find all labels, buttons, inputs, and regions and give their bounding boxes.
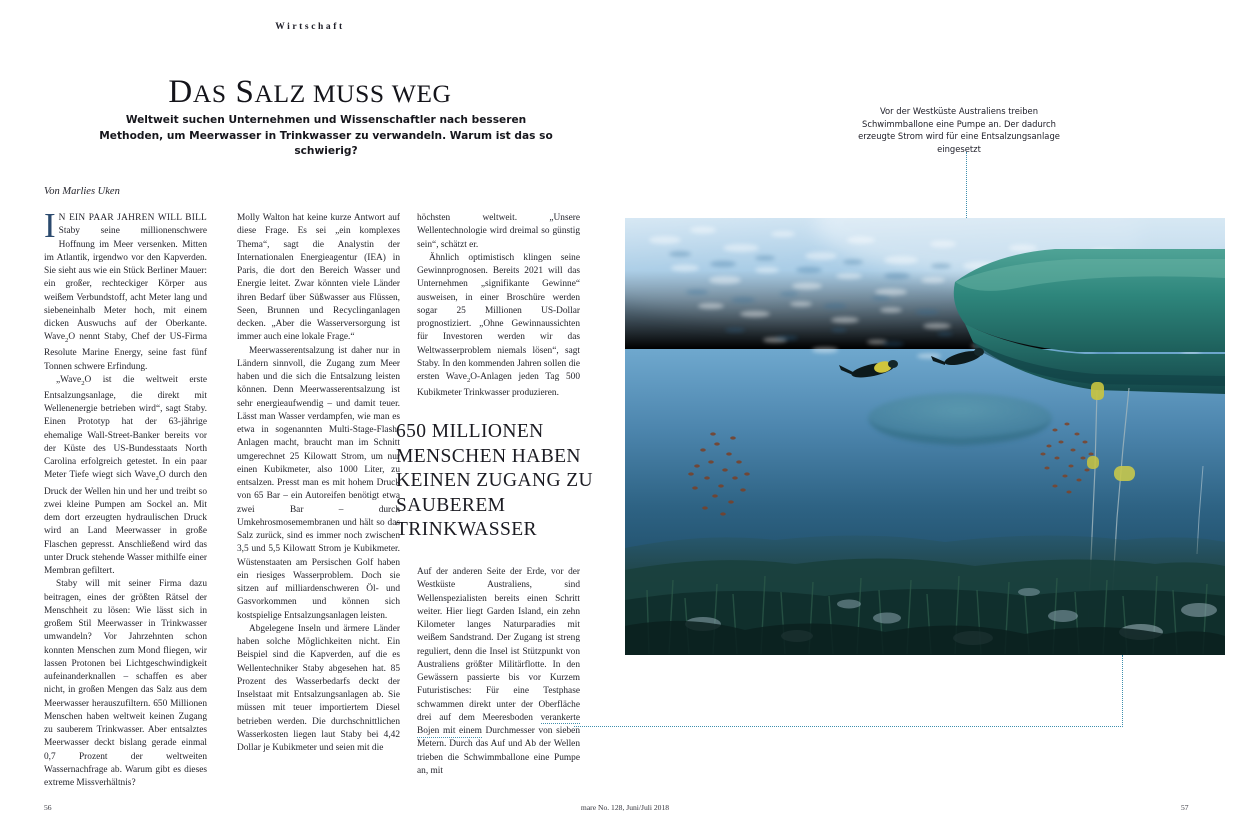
body-column-3-lower [417,566,580,778]
paragraph-text-b: Durchmesser von sieben Metern. Durch das Auf und Ab der Wellen trieben die Schwimmballone eine Pumpe an, mit [417,726,580,776]
body-column-1 [44,206,207,790]
article-photo [625,218,1225,655]
page-number-right: 57 [1181,803,1189,812]
paragraph [44,206,207,374]
paragraph: „Wave$_2$O ist die weltweit erste Entsalzungsanlage, die direkt mit Wellenenergie betrieben wird“, sagt Staby. Einen Prototyp hat der 63-jährige ehemalige Wall-Street-Banker bereits vor der Küste des US-Bundesstaats North Carolina erfolgreich getestet. In ein paar Meter Tiefe wiegt sich Wave$_2$O durch den Druck der Wellen hin und her und treibt so zwei kleine Pumpen am Sockel an. Mit dem dort erzeugten hydraulischen Druck wird an Land Meerwasser in große Flaschen gepresst. Anschließend wird das unter Druck stehende Wasser mithilfe einer Membran gefiltert. [44,374,207,577]
headline-part-6: WEG [391,79,452,108]
body-column-3-upper [417,212,580,400]
pull-quote: 650 MILLIONEN MENSCHEN HABEN KEINEN ZUGANG ZU SAUBEREM TRINKWASSER [396,421,594,540]
headline-part-4: ALZ [254,79,306,108]
lead-smallcaps: N EIN PAAR JAHREN WILL BILL [58,213,207,223]
headline-part-1: D [168,74,193,110]
photo-caption: Vor der Westküste Australiens treiben Schwimmballone eine Pumpe an. Der dadurch erzeugte Strom wird für eine Entsalzungsanlage eingesetzt [858,106,1060,154]
imprint-line: mare No. 128, Juni/Juli 2018 [580,803,670,812]
page-number-left: 56 [44,803,52,812]
cable-fitting [1091,382,1104,400]
paragraph: Abgelegene Inseln und ärmere Länder haben solche Möglichkeiten nicht. Ein Beispiel sind die Kapverden, auf die es Wellentechniker Staby abgesehen hat. 85 Prozent des Wasserbedarfs deckt der Inselstaat mit Entsalzungsanlagen ab. Sie müssen mit teuer importiertem Diesel betrieben werden. Die durchschnittlichen Wasserkosten liegen laut Staby bei 4,42 Dollar je Kubikmeter und seien mit die [237,623,400,753]
paragraph: Ähnlich optimistisch klingen seine Gewinnprognosen. Bereits 2021 will das Unternehmen „signifikante Gewinne“ ausweisen, in einer Broschüre werden sogar 25 Millionen US-Dollar prognostiziert. „Ohne Gewinnaussichten für Investoren werden wir das Weltwasserproblem niemals lösen“, sagt Staby. In den kommenden Jahren sollen die ersten Wave$_2$O-Anlagen jeden Tag 500 Kubikmeter Trinkwasser produzieren. [417,252,581,399]
paragraph [417,566,580,778]
cable-float [1114,466,1135,481]
paragraph: höchsten weltweit. „Unsere Wellentechnologie wird dreimal so günstig sein“, schätzt er. [417,213,580,250]
drop-cap: I [44,206,56,245]
article-deck: Weltweit suchen Unternehmen und Wissenschaftler nach besseren Methoden, um Meerwasser in Trinkwasser zu verwandeln. Warum ist das so schwierig? [99,114,553,158]
annotation-leader-line-horizontal [574,726,1123,727]
underwater-scene-illustration [625,218,1225,655]
paragraph-text-a: Auf der anderen Seite der Erde, vor der Westküste Australiens, sind Wellenspezialisten bereits einen Schritt weiter. Hier liegt Garden Island, ein zehn Kilometer langes Naturparadies mit weißem Sandstrand. Der Zugang ist streng reguliert, denn die Insel ist Stützpunkt von Australiens größter Militärflotte. In den Gewässern passierte bis vor Kurzem Futuristisches: Für eine Testphase schwammen direkt unter der Oberfläche drei auf dem Meeresboden [417,567,580,723]
caption-leader-line-vertical [966,152,967,218]
section-kicker: Wirtschaft [275,22,345,32]
paragraph: Molly Walton hat keine kurze Antwort auf diese Frage. Es sei „ein komplexes Thema“, sagt die Analystin der Internationalen Energieagentur (IEA) in Paris, die dort den Bereich Wasser und Energie leitet. Zwar könnten viele Länder ihren Bedarf über Süßwasser aus Flüssen, Seen, Brunnen und Recyclinganlagen decken. „Aber die Wasserversorgung ist immer auch eine lokale Frage.“ [237,213,400,343]
headline-part-3: S [235,74,255,110]
headline-part-5: MUSS [312,79,385,108]
headline-part-2: AS [192,79,227,108]
annotated-phrase: verankerte Bojen mit einem [417,712,580,736]
body-column-2 [237,212,400,755]
byline: Von Marlies Uken [44,186,120,197]
paragraph: Meerwasserentsalzung ist daher nur in Ländern sinnvoll, die Zugang zum Meer haben und die sich die Entsalzung leisten können. Denn Meerwasserentsalzung ist sehr energieaufwendig – und damit teuer. Lässt man Wasser verdampfen, wie man es etwa in sogenannten Multi-Stage-Flash-Anlagen macht, braucht man im Schnitt umgerechnet 25 Kilowatt Strom, um nur einen Kubikmeter, also 1000 Liter, zu entsalzen. Presst man es mit hohem Druck von 65 Bar – ein Autoreifen benötigt etwa zwei Bar – durch Umkehrosmosemembranen und hält so das Salz zurück, sind es immer noch zwischen 3,5 und 5,5 Kilowatt Strom je Kubikmeter. Wüstenstaaten am Persischen Golf haben ein riesiges Wasserproblem. Doch sie sitzen auf milliardenschweren Öl- und Gasvorkommen und können sich kostspielige Entsalzungsanlagen leisten. [237,345,400,621]
paragraph-text: Staby seine millionenschwere Hoffnung im Meer versenken. Mitten im Atlantik, irgendwo vor den Kapverden. Sie sieht aus wie ein Stück Berliner Mauer: ein großer, rechteckiger Körper aus weißem Verbundstoff, acht Meter lang und siebeneinhalb Meter hoch, mit einem dicken Auswuchs auf der Oberkante. Wave$_2$O nennt Staby, Chef der US-Firma Resolute Marine Energy, seine fast fünf Tonnen schwere Erfindung. [44,226,207,372]
cable-fitting [1087,456,1099,469]
page-title [0,76,620,109]
paragraph: Staby will mit seiner Firma dazu beitragen, eines der größten Rätsel der Menschheit zu lösen: Wie lässt sich in großem Stil Meerwasser in Trinkwasser umwandeln? Vor Jahrzehnten schon konnten Menschen zum Mond fliegen, wir lassen Protonen bei Lichtgeschwindigkeit aufeinanderknallen – schaffen es aber nicht, in großen Mengen das Salz aus dem Meerwasser herauszufiltern. 650 Millionen Menschen haben weltweit keinen Zugang zu sauberem Trinkwasser. Aber entsalztes Meerwasser deckt bislang gerade einmal 0,7 Prozent der weltweiten Wassernachfrage ab. Warum gibt es dieses extreme Missverhältnis? [44,579,207,789]
annotation-leader-line-vertical [1122,655,1123,727]
